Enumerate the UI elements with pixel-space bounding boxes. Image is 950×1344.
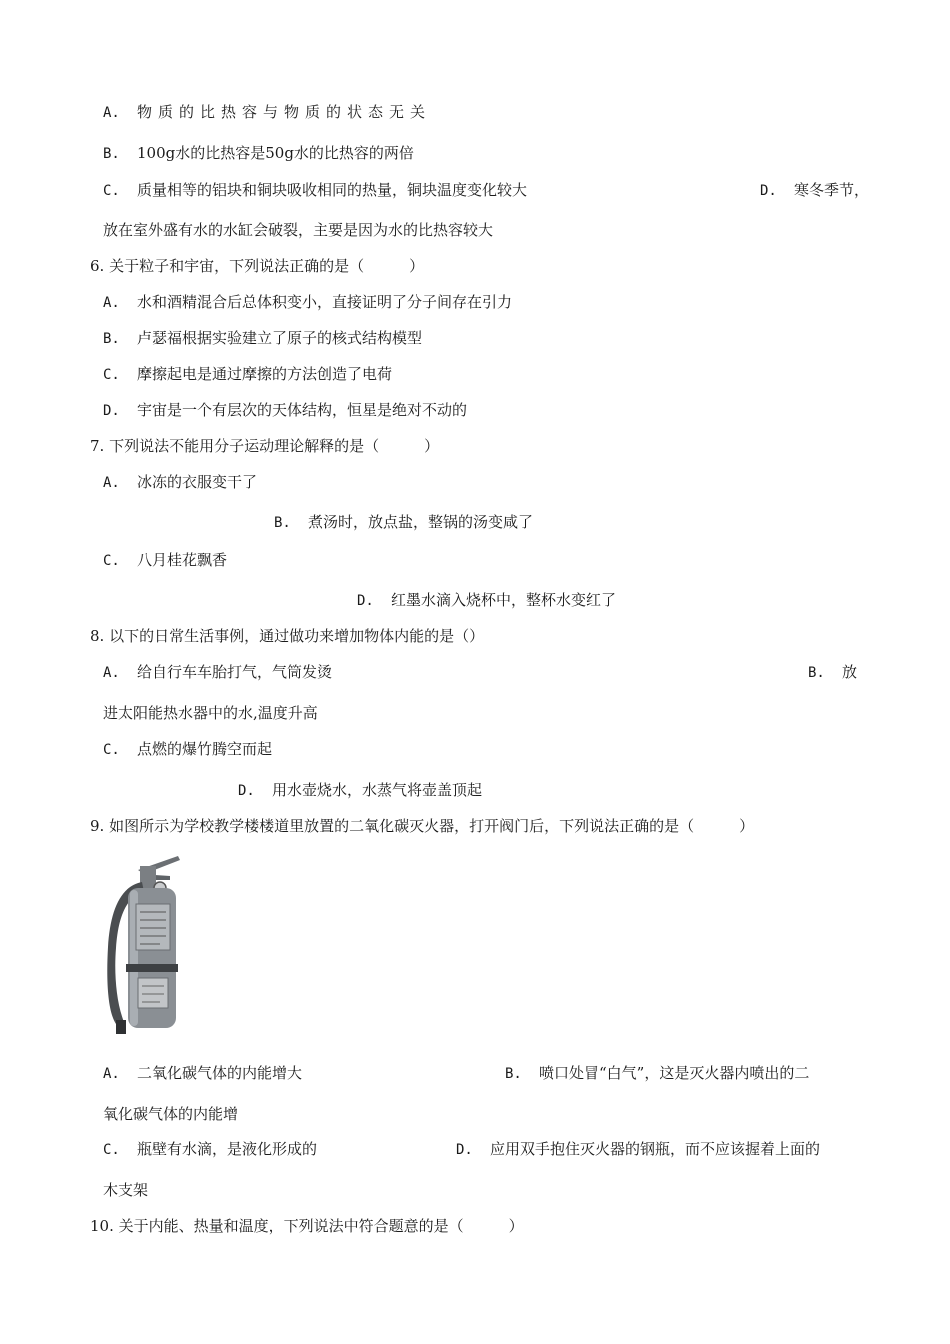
option-text: 卢瑟福根据实验建立了原子的核式结构模型 <box>137 329 423 347</box>
q5-option-c <box>103 180 527 201</box>
q9-option-a <box>103 1063 302 1084</box>
q7-option-c <box>103 550 227 571</box>
option-letter: D. <box>238 783 255 799</box>
option-text: 物质的比热容与物质的状态无关 <box>137 103 432 121</box>
option-letter: A. <box>103 1066 120 1082</box>
option-letter: B. <box>274 515 291 531</box>
option-letter: A. <box>103 295 120 311</box>
option-letter: D. <box>760 183 777 199</box>
option-letter: C. <box>103 742 120 758</box>
q8-option-b-continued: 进太阳能热水器中的水,温度升高 <box>103 704 318 722</box>
q7-option-a <box>103 472 257 493</box>
option-text: 摩擦起电是通过摩擦的方法创造了电荷 <box>137 365 393 383</box>
q6-option-b <box>103 328 422 349</box>
q5-option-d-continued: 放在室外盛有水的水缸会破裂，主要是因为水的比热容较大 <box>103 221 494 239</box>
option-text: 应用双手抱住灭火器的钢瓶，而不应该握着上面的 <box>490 1140 821 1158</box>
q8-option-c <box>103 739 272 760</box>
option-letter: A. <box>103 475 120 491</box>
q6-option-a <box>103 292 512 313</box>
option-text: 二氧化碳气体的内能增大 <box>137 1064 303 1082</box>
option-letter: B. <box>808 665 825 681</box>
option-letter: D. <box>103 403 120 419</box>
option-letter: A. <box>103 665 120 681</box>
q5-option-d <box>760 180 869 201</box>
q9-option-b-continued: 氧化碳气体的内能增 <box>103 1105 239 1123</box>
q7-stem: 7. 下列说法不能用分子运动理论解释的是（ ） <box>90 437 440 455</box>
q9-option-d-continued: 木支架 <box>103 1181 149 1199</box>
option-letter: D. <box>357 593 374 609</box>
option-letter: C. <box>103 1142 120 1158</box>
option-text: 质量相等的铝块和铜块吸收相同的热量，铜块温度变化较大 <box>137 181 528 199</box>
fire-extinguisher-image <box>100 852 190 1037</box>
q7-option-b <box>274 512 533 533</box>
q8-option-b <box>808 662 857 683</box>
option-text: 红墨水滴入烧杯中，整杯水变红了 <box>391 591 617 609</box>
option-letter: B. <box>103 331 120 347</box>
option-text: 放 <box>842 663 858 681</box>
option-text: 点燃的爆竹腾空而起 <box>137 740 273 758</box>
q9-option-c <box>103 1139 317 1160</box>
option-letter: B. <box>103 146 120 162</box>
option-letter: D. <box>456 1142 473 1158</box>
q6-option-d <box>103 400 467 421</box>
option-letter: C. <box>103 553 120 569</box>
option-text: 八月桂花飘香 <box>137 551 228 569</box>
option-text: 煮汤时，放点盐，整锅的汤变咸了 <box>308 513 534 531</box>
option-text: 给自行车车胎打气，气筒发烫 <box>137 663 333 681</box>
option-text: 寒冬季节， <box>794 181 870 199</box>
q8-option-a <box>103 662 332 683</box>
q6-stem: 6. 关于粒子和宇宙，下列说法正确的是（ ） <box>90 257 425 275</box>
option-text: 喷口处冒“白气”，这是灭火器内喷出的二 <box>539 1064 810 1082</box>
option-text: 宇宙是一个有层次的天体结构，恒星是绝对不动的 <box>137 401 468 419</box>
q9-option-d <box>456 1139 820 1160</box>
option-text: 冰冻的衣服变干了 <box>137 473 258 491</box>
q6-option-c <box>103 364 392 385</box>
q5-option-a <box>103 102 431 123</box>
option-text: 100g水的比热容是50g水的比热容的两倍 <box>137 144 414 162</box>
option-letter: A. <box>103 105 120 121</box>
q10-stem: 10. 关于内能、热量和温度，下列说法中符合题意的是（ ） <box>90 1217 524 1235</box>
q8-option-d <box>238 780 482 801</box>
option-text: 用水壶烧水，水蒸气将壶盖顶起 <box>272 781 483 799</box>
option-letter: C. <box>103 367 120 383</box>
option-text: 瓶壁有水滴，是液化形成的 <box>137 1140 318 1158</box>
q9-option-b <box>505 1063 809 1084</box>
option-letter: C. <box>103 183 120 199</box>
q8-stem: 8. 以下的日常生活事例，通过做功来增加物体内能的是（） <box>90 627 485 645</box>
q7-option-d <box>357 590 616 611</box>
q9-stem: 9. 如图所示为学校教学楼楼道里放置的二氧化碳灭火器，打开阀门后，下列说法正确的是（ ） <box>90 817 755 835</box>
option-text: 水和酒精混合后总体积变小，直接证明了分子间存在引力 <box>137 293 513 311</box>
option-letter: B. <box>505 1066 522 1082</box>
q5-option-b <box>103 143 414 164</box>
